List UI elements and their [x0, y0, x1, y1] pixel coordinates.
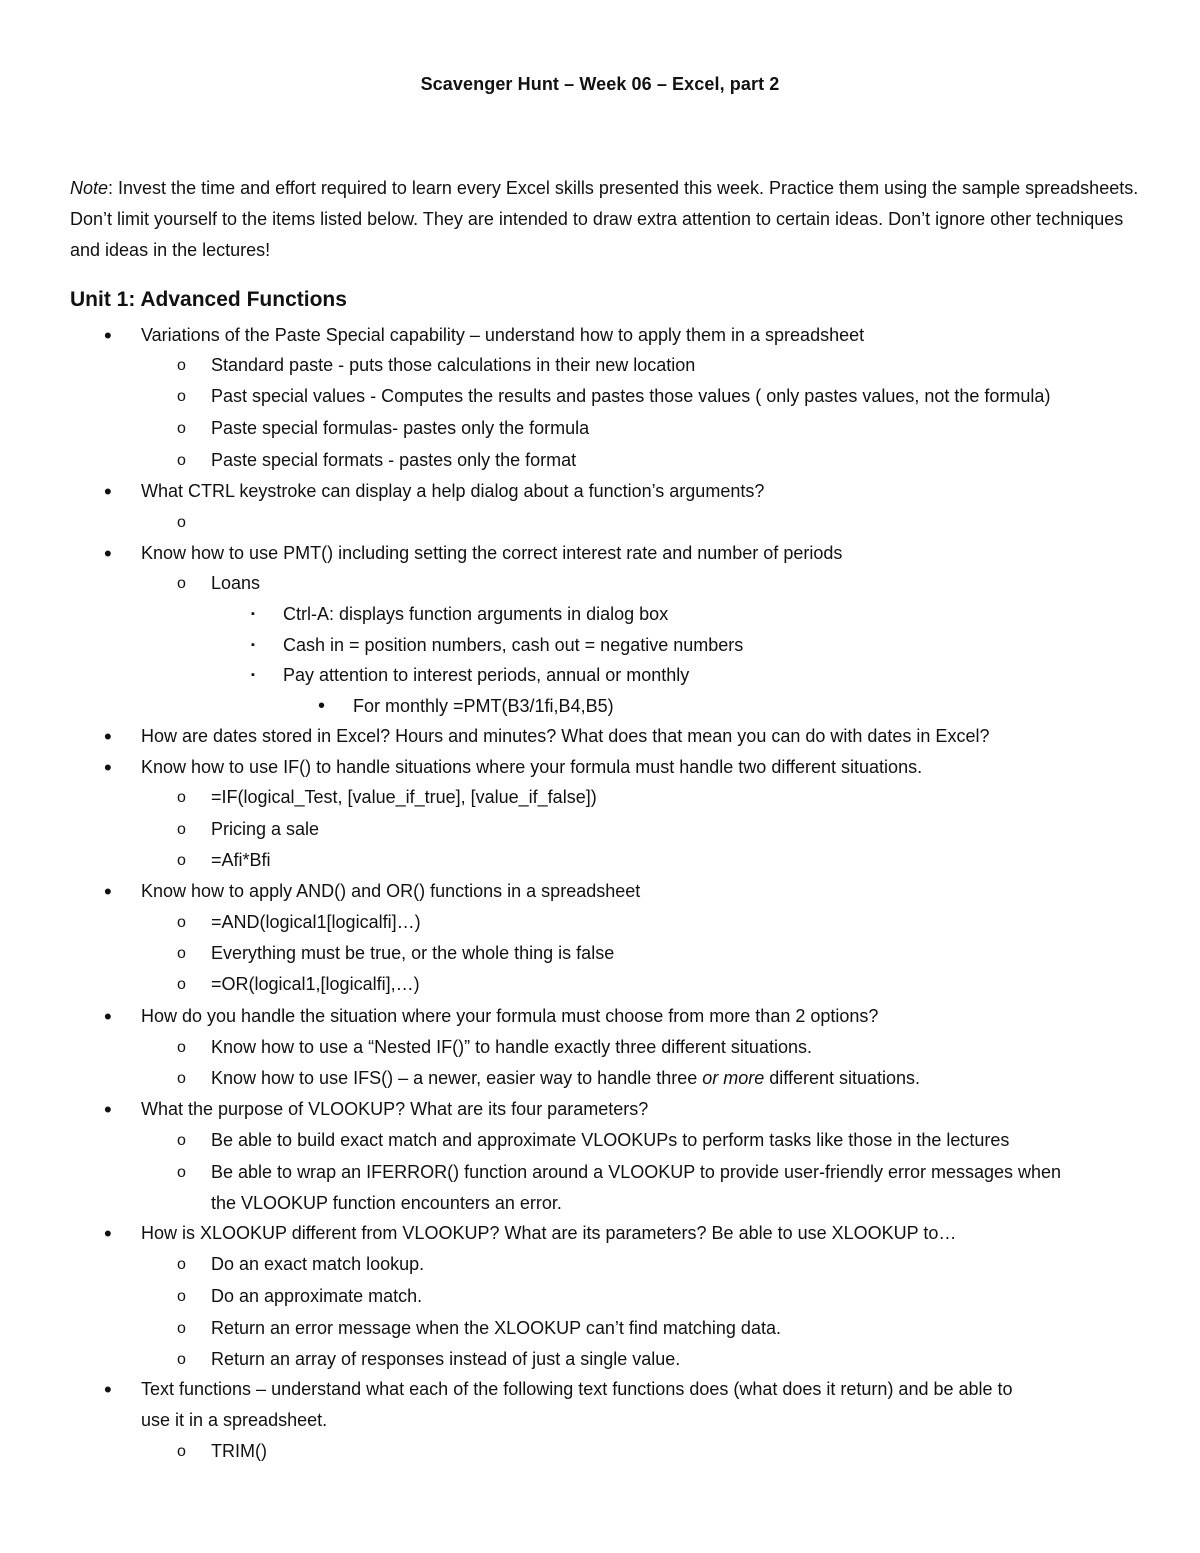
note-text: : Invest the time and effort required to learn every Excel skills presented this week. Practice them using the sample spreadsheets. Don’t limit yourself to the items listed below. They are intended to draw extra attention to certain ideas. Don’t ignore other techniques and ideas in the lectures!: [70, 178, 1139, 260]
circle-marker: o: [177, 1039, 186, 1056]
bullet-marker: •: [104, 1221, 112, 1246]
bullet-marker: •: [104, 1097, 112, 1122]
bullet-marker: •: [104, 755, 112, 780]
bullet-marker: •: [104, 479, 112, 504]
bullet-marker: •: [104, 1377, 112, 1402]
bullet-marker: •: [104, 541, 112, 566]
dot-marker: •: [318, 695, 326, 717]
document-page: Scavenger Hunt – Week 06 – Excel, part 2 Note: Invest the time and effort required to learn every Excel skills presented this week. Practice them using the sample spreadsheets. Don’t limit yourself to the items listed below. They are intended to draw extra attention to certain ideas. Don’t ignore other techniques and ideas in the lectures! Unit 1: Advanced Functions • Variations of the Paste Special capability – understand how to apply them in a spreadsheet o Standard paste - puts those calculations in their new location o Past special values - Computes the results and pastes those values ( only pastes values, not the formula) o Paste special formulas- pastes only the formula o Paste special formats - pastes only the format • What CTRL keystroke can display a help dialog about a function’s arguments? o • Know how to use PMT() including setting the correct interest rate and number of periods o Loans ▪ Ctrl-A: displays function arguments in dialog box ▪ Cash in = position numbers, cash out = negative numbers ▪ Pay attention to interest periods, annual or monthly • For monthly =PMT(B3/1fi,B4,B5) • How are dates stored in Excel? Hours and minutes? What does that mean you can do with dates in Excel? • Know how to use IF() to handle situations where your formula must handle two different situations. o =IF(logical_Test, [value_if_true], [value_if_false]) o Pricing a sale o =Afi*Bfi • Know how to apply AND() and OR() functions in a spreadsheet o =AND(logical1[logicalfi]…) o Everything must be true, or the whole thing is false o =OR(logical1,[logicalfi],…) • How do you handle the situation where your formula must choose from more than 2 options? o Know how to use a “Nested IF()” to handle exactly three different situations. o Know how to use IFS() – a newer, easier way to handle three or more different situations. • What the purpose of VLOOKUP? What are its four parameters? o Be able to build exact match and approximate VLOOKUPs to perform tasks like those in the lectures o Be able to wrap an IFERROR() function around a VLOOKUP to provide user-friendly error messages when the VLOOKUP function encounters an error. • How is XLOOKUP different from VLOOKUP? What are its parameters? Be able to use XLOOKUP to… o Do an exact match lookup. o Do an approximate match. o Return an error message when the XLOOKUP can’t find matching data. o Return an array of responses instead of just a single value. • Text functions – understand what each of the following text functions does (what does it return) and be able to use it in a spreadsheet. o TRIM(): [0, 0, 1200, 1553]
circle-marker: o: [177, 914, 186, 931]
circle-marker: o: [177, 945, 186, 962]
bullet-marker: •: [104, 323, 112, 348]
circle-marker: o: [177, 388, 186, 405]
circle-marker: o: [177, 514, 186, 531]
circle-marker: o: [177, 1443, 186, 1460]
circle-marker: o: [177, 575, 186, 592]
bullet-marker: •: [104, 879, 112, 904]
square-marker: ▪: [251, 608, 255, 620]
circle-marker: o: [177, 1256, 186, 1273]
circle-marker: o: [177, 1320, 186, 1337]
square-marker: ▪: [251, 669, 255, 681]
unit-heading: Unit 1: Advanced Functions: [70, 288, 347, 311]
circle-marker: o: [177, 976, 186, 993]
square-marker: ▪: [251, 639, 255, 651]
circle-marker: o: [177, 1288, 186, 1305]
bullet-marker: •: [104, 1004, 112, 1029]
circle-marker: o: [177, 821, 186, 838]
note-label: Note: [70, 178, 109, 198]
circle-marker: o: [177, 420, 186, 437]
circle-marker: o: [177, 1070, 186, 1087]
note-paragraph: [70, 173, 1140, 265]
circle-marker: o: [177, 1351, 186, 1368]
circle-marker: o: [177, 789, 186, 806]
circle-marker: o: [177, 357, 186, 374]
bullet-marker: •: [104, 724, 112, 749]
circle-marker: o: [177, 452, 186, 469]
circle-marker: o: [177, 1164, 186, 1181]
circle-marker: o: [177, 1132, 186, 1149]
circle-marker: o: [177, 852, 186, 869]
document-title: Scavenger Hunt – Week 06 – Excel, part 2: [420, 74, 780, 94]
